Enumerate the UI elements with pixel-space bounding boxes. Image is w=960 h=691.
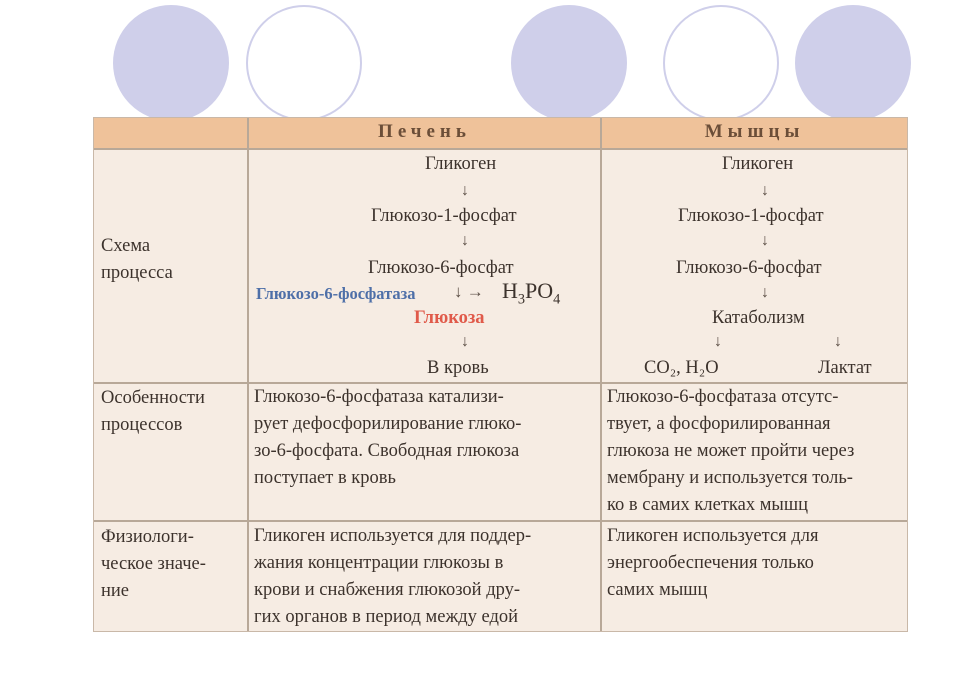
header-muscle: Мышцы bbox=[704, 121, 805, 142]
decor-circle-1 bbox=[113, 5, 229, 121]
liver-side-arrow: ↓ → bbox=[454, 282, 484, 301]
liver-enzyme-label: Глюкозо-6-фосфатаза bbox=[256, 284, 416, 303]
muscle-arrow-2: ↓ bbox=[761, 232, 769, 249]
liver-glucose: Глюкоза bbox=[414, 308, 485, 328]
grid-line-h3 bbox=[94, 520, 907, 522]
liver-arrow-3: ↓ bbox=[461, 333, 469, 350]
grid-line-v1 bbox=[247, 118, 249, 631]
liver-g6p: Глюкозо-6-фосфат bbox=[368, 258, 514, 278]
muscle-features-text: Глюкозо-6-фосфатаза отсутс- твует, а фосфорилированная глюкоза не может пройти через мембрану и используется толь- ко в самих клетках мышц bbox=[607, 387, 855, 515]
liver-blood: В кровь bbox=[427, 358, 489, 378]
comparison-table bbox=[93, 117, 908, 632]
muscle-co2-h2o: CO₂, H₂O bbox=[644, 358, 719, 378]
liver-g1p: Глюкозо-1-фосфат bbox=[371, 206, 517, 226]
liver-h3po4: $H_3PO_4$ bbox=[502, 278, 561, 308]
liver-physio-text: Гликоген используется для поддер- жания концентрации глюкозы в крови и снабжения глюкозой дру- гих органов в период между едой bbox=[254, 526, 532, 627]
muscle-arrow-1: ↓ bbox=[761, 182, 769, 199]
row-label-physio: Физиологи- ческое значе- ние bbox=[101, 527, 206, 601]
grid-line-v2 bbox=[600, 118, 602, 631]
row-label-scheme: Схема процесса bbox=[101, 236, 173, 283]
decor-ring-4 bbox=[663, 5, 779, 121]
decor-ring-2 bbox=[246, 5, 362, 121]
header-liver: Печень bbox=[378, 121, 471, 142]
liver-arrow-2: ↓ bbox=[461, 232, 469, 249]
liver-features-text: Глюкозо-6-фосфатаза катализи- рует дефосфорилирование глюко- зо-6-фосфата. Свободная глюкоза поступает в кровь bbox=[254, 387, 522, 488]
muscle-arrow-3: ↓ bbox=[761, 284, 769, 301]
muscle-physio-text: Гликоген используется для энергообеспечения только самих мышц bbox=[607, 526, 819, 600]
muscle-lactate: Лактат bbox=[818, 358, 872, 378]
muscle-glycogen: Гликоген bbox=[722, 154, 794, 174]
liver-arrow-1: ↓ bbox=[461, 182, 469, 199]
muscle-arrow-5: ↓ bbox=[834, 333, 842, 350]
muscle-g6p: Глюкозо-6-фосфат bbox=[676, 258, 822, 278]
decor-circle-3 bbox=[511, 5, 627, 121]
muscle-arrow-4: ↓ bbox=[714, 333, 722, 350]
row-label-features: Особенности процессов bbox=[101, 388, 205, 435]
decor-circle-5 bbox=[795, 5, 911, 121]
muscle-catabolism: Катаболизм bbox=[712, 308, 805, 328]
muscle-g1p: Глюкозо-1-фосфат bbox=[678, 206, 824, 226]
grid-line-h1 bbox=[94, 148, 907, 150]
liver-glycogen: Гликоген bbox=[425, 154, 497, 174]
